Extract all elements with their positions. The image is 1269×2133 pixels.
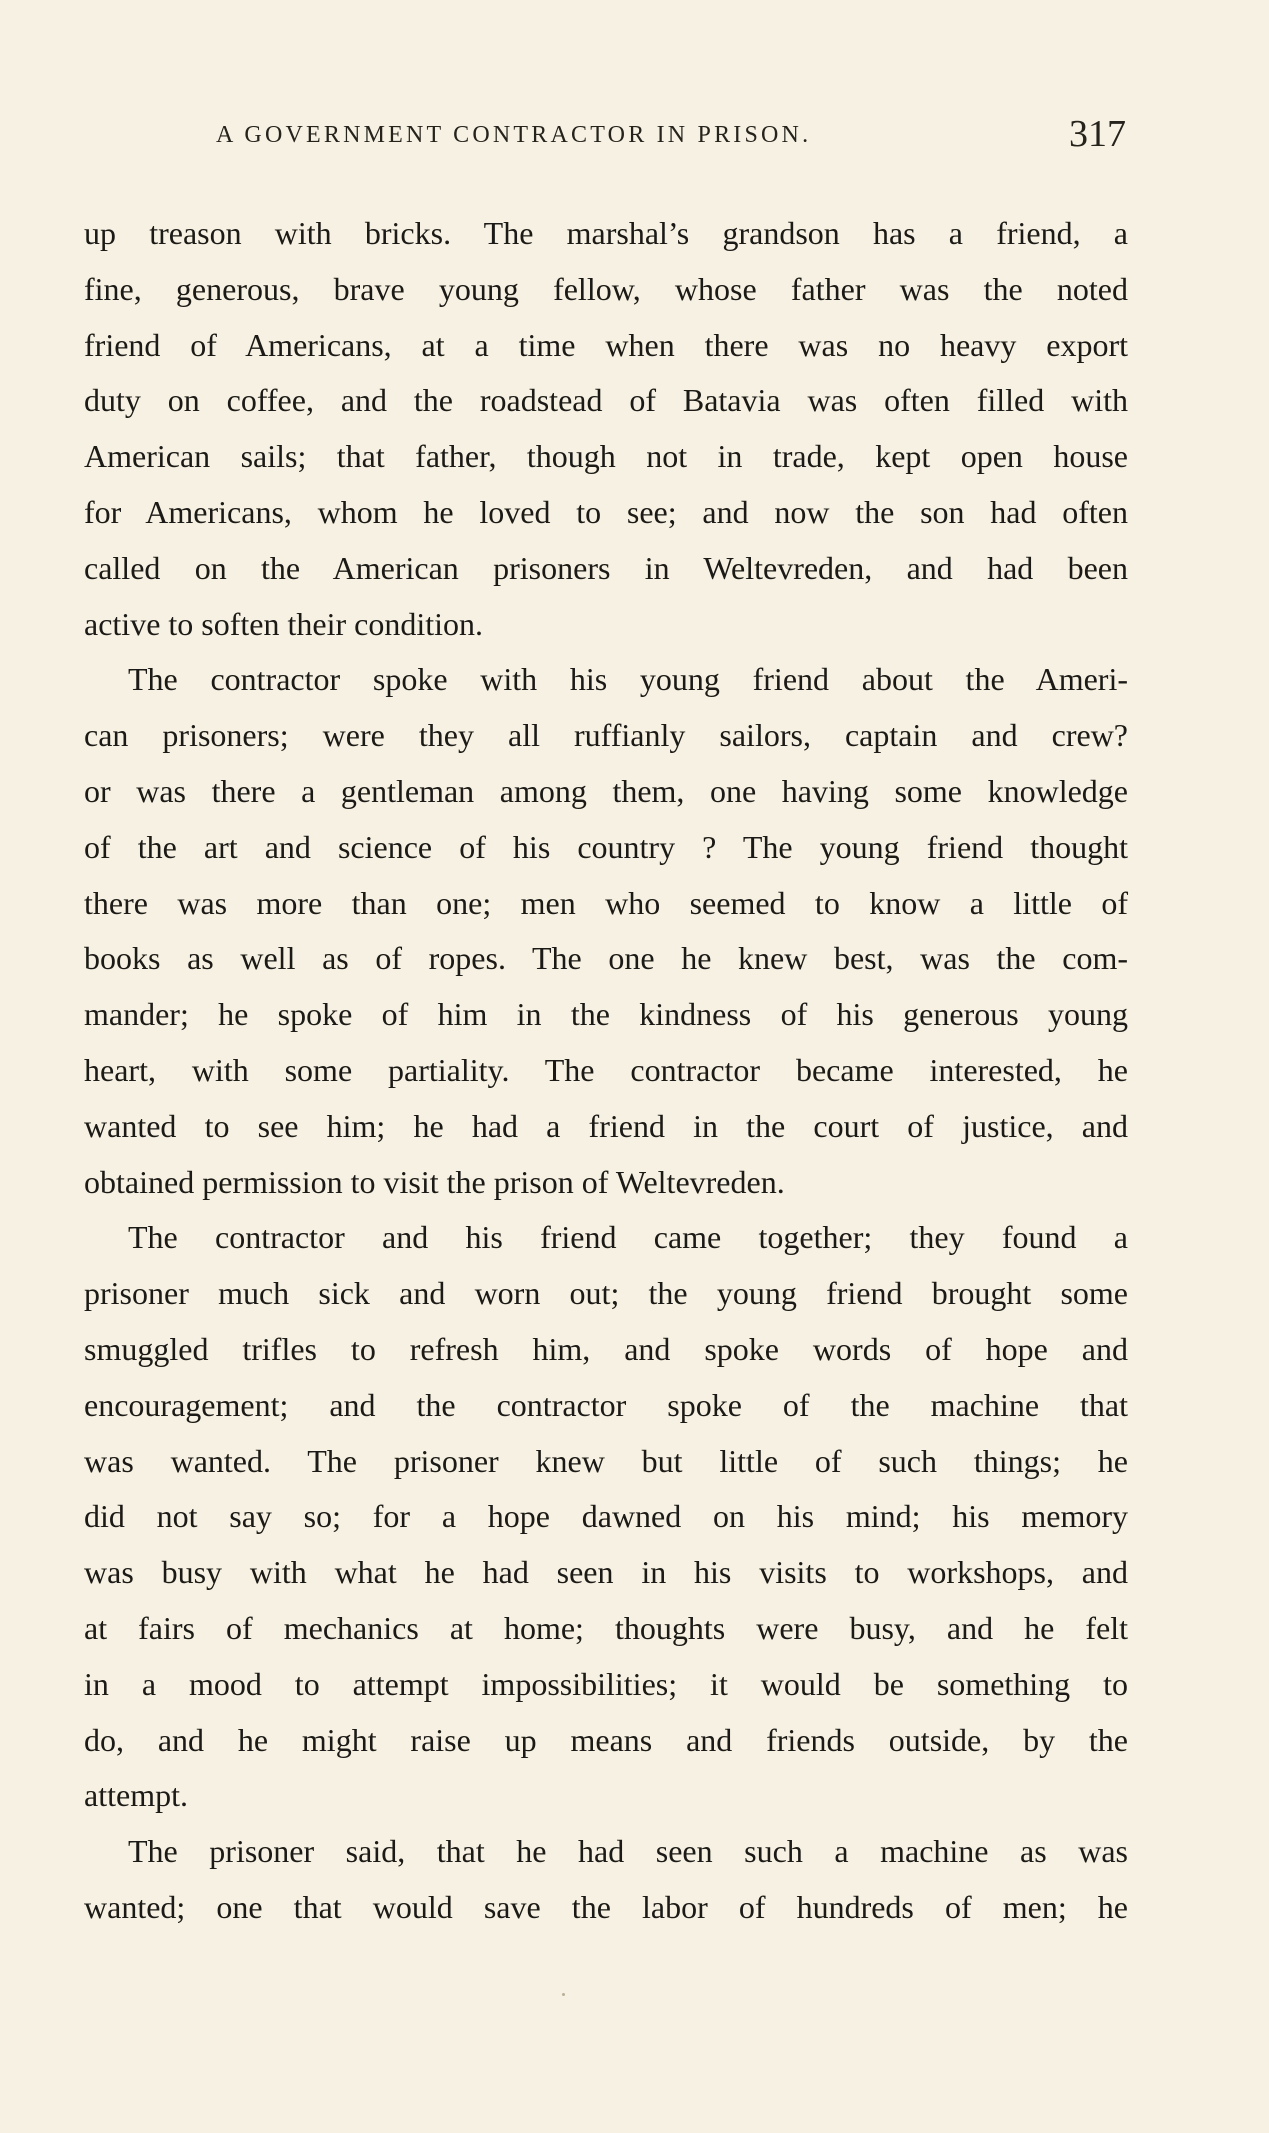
text-line: active to soften their condition. [84,605,483,642]
running-head [84,113,1126,158]
paragraph-first-line: The contractor spoke with his young friend about the Ameri- [128,661,1128,698]
text-line: attempt. [84,1777,188,1814]
text-line: was wanted. The prisoner knew but little of such things; he [84,1442,1128,1479]
text-line: duty on coffee, and the roadstead of Batavia was often filled with [84,382,1128,419]
text-line: smuggled trifles to refresh him, and spoke words of hope and [84,1330,1128,1367]
text-line: heart, with some partiality. The contractor became interested, he [84,1051,1128,1088]
paragraph-first-line: The contractor and his friend came together; they found a [128,1219,1128,1256]
page-number: 317 [1069,113,1126,155]
text-line: obtained permission to visit the prison of Weltevreden. [84,1163,785,1200]
text-line: for Americans, whom he loved to see; and now the son had often [84,493,1128,530]
text-line: up treason with bricks. The marshal’s grandson has a friend, a [84,215,1128,251]
text-line: can prisoners; were they all ruffianly sailors, captain and crew? [84,717,1128,754]
text-line: do, and he might raise up means and friends outside, by the [84,1721,1128,1758]
text-line: called on the American prisoners in Weltevreden, and had been [84,549,1128,586]
paper-speck [562,1993,565,1996]
text-line: prisoner much sick and worn out; the young friend brought some [84,1275,1128,1312]
paragraph-first-line: The prisoner said, that he had seen such a machine as was [128,1833,1128,1870]
text-line: of the art and science of his country ? The young friend thought [84,828,1128,865]
text-line: wanted to see him; he had a friend in the court of justice, and [84,1107,1128,1144]
text-line: wanted; one that would save the labor of hundreds of men; he [84,1888,1128,1925]
text-line: in a mood to attempt impossibilities; it would be something to [84,1665,1128,1702]
text-line: there was more than one; men who seemed to know a little of [84,884,1128,921]
text-line: or was there a gentleman among them, one having some knowledge [84,772,1128,809]
text-line: friend of Americans, at a time when there was no heavy export [84,326,1128,363]
text-line: was busy with what he had seen in his visits to workshops, and [84,1554,1128,1591]
text-line: encouragement; and the contractor spoke of the machine that [84,1386,1128,1423]
text-line: fine, generous, brave young fellow, whose father was the noted [84,270,1128,307]
text-line: did not say so; for a hope dawned on his mind; his memory [84,1498,1128,1535]
text-line: at fairs of mechanics at home; thoughts were busy, and he felt [84,1609,1128,1646]
text-line: books as well as of ropes. The one he knew best, was the com- [84,940,1128,977]
text-line: mander; he spoke of him in the kindness of his generous young [84,996,1128,1033]
running-title: A GOVERNMENT CONTRACTOR IN PRISON. [216,122,812,148]
body-text [84,206,1128,1936]
text-line: American sails; that father, though not in trade, kept open house [84,438,1128,475]
